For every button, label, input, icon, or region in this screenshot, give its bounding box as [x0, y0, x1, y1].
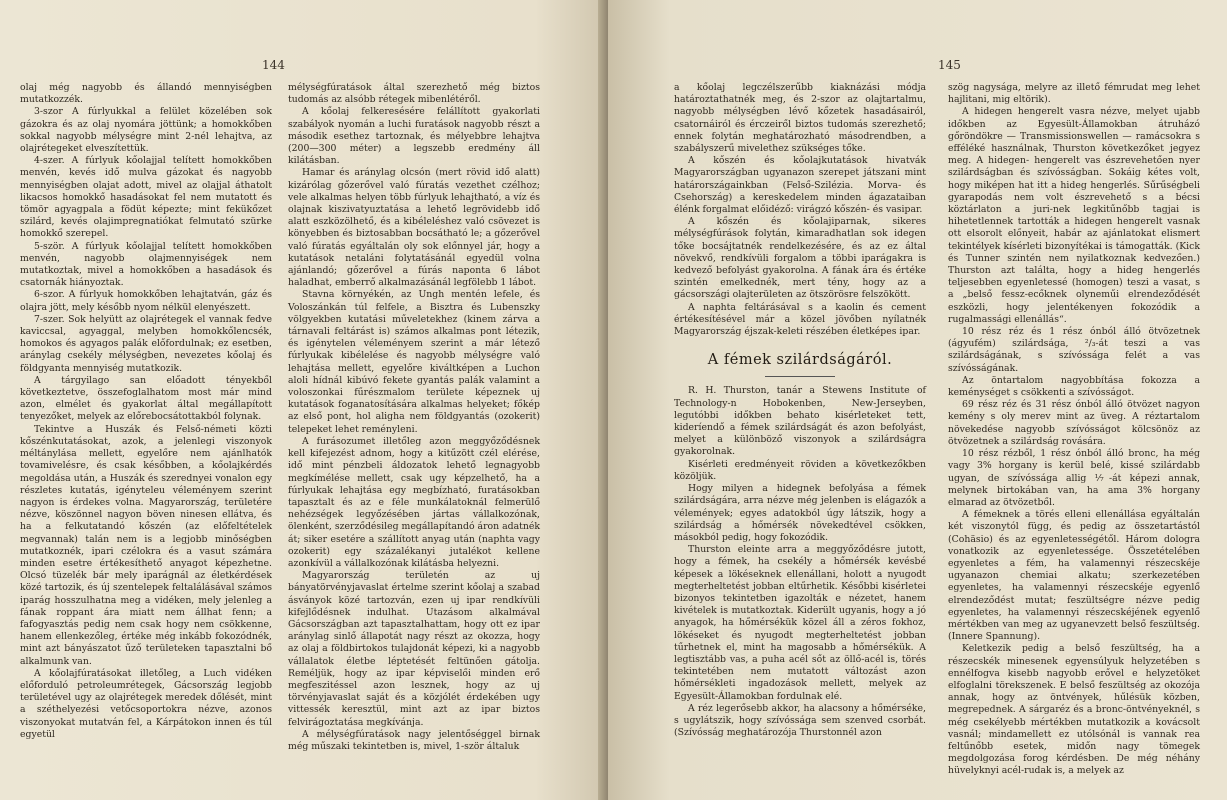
paragraph: A fémeknek a törés elleni ellenállása egyáltalán két viszonytól függ, és pedig az összetartástól (Cohäsio) és az egyenletességétől. Három dologra vonatkozik az egyenletessége. Összetételében egyenletes a fém, ha valamennyi részecskéje ugyanazon chemiai alkatu; szerkezetében egyenletes, ha valamennyi részecskéje egyenlő elrendeződést mutat; feszültségre nézve pedig egyenletes, ha valamennyi részecskéjének egyenlő mértékben van meg az ugyanevzett belső feszültség. (Innere Spannung).	[948, 509, 1200, 643]
paragraph: szög nagysága, melyre az illető fémrudat meg lehet hajlitani, mig eltörik).	[948, 82, 1200, 106]
left-column-2	[288, 82, 540, 753]
page-number: 144	[262, 58, 285, 72]
paragraph: 69 rész réz és 31 rész ónból álló ötvözet nagyon kemény s oly merev mint az üveg. A réztartalom növekedése nagyobb szívósságot kölcsönöz az ötvözetnek a szilárdság rovására.	[948, 399, 1200, 447]
paragraph: Tekintve a Huszák és Felső-németi közti kőszénkutatásokat, azok, a jelenlegi viszonyok méltánylása mellett, egyelőre nem ajánlhatók tovamivelésre, és csak későbben, a kőolajkérdés megoldása után, a Huszák és szerednyei vonalon egy részletes kutatás, igényteleu véleményem szerint nagyon is érdekes volna. Magyarország, területére nézve, köszönnel nagyon böven ninesen ellátva, és ha a felkutatandó kőszén (az előfeltételek megvannak) talán nem is a legjobb minőségben mutatkoznék, ipari czélokra és a vasut számára minden esetre értékesíthető anyagot képezhetne. Olcsó tüzelék bár mely iparágnál az életkérdések közé tartozik, és új szentelepek feltalálásával számos iparág hosszulhatna meg a vidéken, mely jelenleg a fának roppant ára miatt nem állhat fenn; a fafogyasztás pedig nem csak hogy nem csökkenne, hanem ellenkezőleg, értéke még inkább fokozódnék, mint azt bányászatot űző területeken tapasztalni bő alkalmunk van.	[20, 423, 272, 667]
paragraph: A kőszén és kőolajkutatások hivatvák Magyarországban ugyanazon szerepet játszani mint határországainkban (Felső-Szilézia. Morva- és Csehország) a kereskedelem minden ágazataiban élénk forgalmat előidéző: virágzó kőszén- és vasipar.	[674, 155, 926, 216]
right-column-2	[948, 82, 1200, 778]
paragraph: 4-szer. A fúrlyuk kőolajjal telített homokkőben menvén, kevés idő mulva gázokat és nagyobb mennyiségben olajat adott, mivel az olajjal áthatolt likacsos homokkő hasadásokat fel nem mutatott és tömör agyagpala a födüt képezte; mint fekükőzet szilárd, kevés olajimpregnatiókat felmutató szürke homokkő szerepel.	[20, 155, 272, 240]
right-page	[608, 0, 1227, 800]
right-column-1	[674, 82, 926, 739]
left-column-1	[20, 82, 272, 741]
paragraph: A réz legerősebb akkor, ha alacsony a hőmérséke, s ugylátszik, hogy szívóssága sem szenved csorbát. (Szívósság meghatározója Thurstonnél azon	[674, 702, 926, 739]
paragraph: 10 rész réz és 1 rész ónból álló ötvözetnek (ágyufém) szilárdsága, ²/₃-át teszi a vas szilárdságának, s szívóssága felét a vas szívósságának.	[948, 326, 1200, 374]
paragraph: Hamar és aránylag olcsón (mert rövid idő alatt) kizárólag gőzerővel való fúratás vezethet czélhoz; vele alkalmas helyen több fúrlyuk lehajtható, a víz és olajnak kiszivatyuztatása a lehető legrövidebb idő alatt eszközölhető, és a kibéleléshez való csövezet is könyebben és biztosabban bocsátható le; a gőzerővel való fúratás egyáltalán oly sok előnnyel jár, hogy a kutatások netaláni folytatásánál egyedül volna ajánlandó; gőzerővel a fúrás naponta 6 lábot haladhat, emberrő alkalmazásánál legfölebb 1 lábot.	[288, 167, 540, 289]
paragraph: Keletkezik pedig a belső feszültség, ha a részecskék minesenek egyensúlyuk helyzetében s ennélfogva kisebb nagyobb erővel e helyzetöket elfoglalni törekszenek. E belső feszültség az okozója annak, hogy az öntvények, hűlésük közben, megrepednek. A sárgaréz és a bronc-öntvényeknél, s még csekélyebb mértékben mutatkozik a kovácsolt vasnál; mindamellett ez utólsónál is vannak rea feltűnőbb esetek, midőn nagy tömegek megdolgozása forog kérdésben. De még néhány hüvelyknyi acél-rudak is, a melyek az	[948, 643, 1200, 777]
paragraph: R. H. Thurston, tanár a Stewens Institute of Technology-n Hobokenben, New-Jerseyben, legutóbbi időkben behato kisérleteket tett, kideríendő a fémek szilárdságát és azon befolyást, melyet a különböző viszonyok a szilárdságra gyakorolnak.	[674, 385, 926, 458]
paragraph: Az öntartalom nagyobbítása fokozza a keménységet s csökkenti a szívósságot.	[948, 374, 1200, 399]
paragraph: 10 rész rézből, 1 rész ónból álló bronc, ha még vagy 3% horgany is kerül belé, kissé szilárdabb ugyan, de szívóssága allig ⅐-át képezi annak, melynek birtokában van, ha ama 3% horgany elmarad az ötvözetből.	[948, 448, 1200, 508]
paragraph: Thurston eleinte arra a meggyőződésre jutott, hogy a fémek, ha csekély a hőmérsék kevésbé képesek a lökéseknek ellenállani, holott a nyugodt megterheltetést jobban eltűrhetik. Későbbi kisérletei bizonyos tekintetben igazolták e nézetet, hanem kivételek is mutatkoztak. Kiderült ugyanis, hogy a jó anyagok, ha hőmérsékük közel áll a zéros fokhoz, lökéseket és nyugodt megterheltetést jobban tűrhetnek el, mint ha magosabb a hőmérsékük. A legtisztább vas, a puha acél sőt az öllő-acél is, törés tekintetében nem mutatott változást azon hőmérsékleti ingadozások mellett, melyek az Egyesült-Államokban fordulnak elé.	[674, 544, 926, 702]
heading-rule	[765, 376, 835, 377]
paragraph: A naphta feltárásával s a kaolin és cement értékesítésével már a közel jövőben nyílatnék Magyarország éjszak-keleti részében életképes ipar.	[674, 301, 926, 338]
paragraph: A kőolaj felkeresésére felállított gyakorlati szabályok nyomán a luchi furatások nagyobb részt a második esethez tartoznak, és mélyebbre lehajtva (200—300 méter) a legszebb eredmény áll kilátásban.	[288, 106, 540, 167]
page-number: 145	[938, 58, 961, 72]
paragraph: Stavna környékén, az Ungh mentén lefele, és Voloszánkán túl felfele, a Bisztra és Lubenszky völgyekben kutatási műveletekhez (kinem zárva a tárnavali feltárást is) számos alkalmas pont létezik, és igénytelen véleményem szerint a már létező fúrlyukak kibélelése és nagyobb mélységre való lehajtása mellett, egyelőre kiváltképen a Luchon aloli hídnál kibúvó fekete gyantás palák valamint a voloszonkai fűrészmalom területe képeznek uj kutatások foganatosítására alkalmas helyeket; főkép az első pont, hol aligha nem földgyantás (ozokerit) telepeket lehet reményleni.	[288, 289, 540, 435]
paragraph: a kőolaj legczélszerűbb kiaknázási módja határoztathatnék meg, és 2-szor az olajtartalmu, nagyobb mélységben lévő kőzetek hasadásairól, csatornáiról és érczeiről biztos tudomás szerezhető; ennek folytán meghatározható másodrendben, a szabályszerű mivelethez szükséges tőke.	[674, 82, 926, 155]
left-page	[0, 0, 608, 800]
paragraph: olaj még nagyobb és állandó mennyiségben mutatkozzék.	[20, 82, 272, 106]
paragraph: Kisérleti eredményeit röviden a következőkben közöljük.	[674, 458, 926, 482]
paragraph: A tárgyilago san előadott tényekből következtetve, összefoglalhatom most már mind azon, elmélet és gyakorlat által megállapított tenyezőket, melyek az előrebocsátottakból folynak.	[20, 374, 272, 423]
paragraph: 6-szor. A fúrlyuk homokkőben lehajtatván, gáz és olajra jött, mely később nyom nélkül elenyészett.	[20, 289, 272, 313]
paragraph: Hogy milyen a hidegnek befolyása a fémek szilárdságára, arra nézve még jelenben is elágazók a vélemények; egyes adatokból úgy látszik, hogy a szilárdság a hőmérsék növekedtével csökken, másokból pedig, hogy fokozódik.	[674, 483, 926, 543]
paragraph: 3-szor A fúrlyukkal a felület közelében sok gázokra és az olaj nyomára jöttünk; a homokkőben sokkal nagyobb mélységre mint 2-nél lehajtva, az olajrétegeket elveszítettük.	[20, 106, 272, 155]
paragraph: A kőszén és kőolajiparnak, sikeres mélységfúrások folytán, kimaradhatlan sok idegen tőke bocsájtatnék rendelkezésére, és az ez által növekvő, rendkívüli forgalom a többi iparágakra is kedvező befolyást gyakorolna. A fának ára és értéke szintén emelkednék, mert tény, hogy az a gácsországi olajterületen az ötszörösre felszökött.	[674, 216, 926, 301]
paragraph: A kőolajfúratásokat illetőleg, a Luch vidéken előforduló petroleumrétegek, Gácsország legjobb területével ugy az olajrétegek meredek dőlését, mint a széthelyezési vetőcsoportokra nézve, azonos viszonyokat mutatván fel, a Kárpátokon innen és túl egyetül	[20, 667, 272, 740]
article-heading: A fémek szilárdságáról.	[707, 352, 893, 369]
paragraph: mélységfúratások által szerezhető még biztos tudomás az alsóbb rétegek mibenlétéről.	[288, 82, 540, 106]
paragraph: 5-ször. A fúrlyuk kőolajjal telített homokkőben menvén, nagyobb olajmennyiségek nem mutatkoztak, mivel a homokkőben a hasadások és csatornák hiányoztak.	[20, 240, 272, 289]
paragraph: A mélységfúratások nagy jelentőséggel birnak még műszaki tekintetben is, mivel, 1-ször általuk	[288, 728, 540, 752]
paragraph: A furásozumet illetőleg azon meggyőződésnek kell kifejezést adnom, hogy a kitűzött czél elérése, idő mint pénzbeli áldozatok lehető legnagyobb megkímélése mellett, csak ugy képzelhető, ha a fúrlyukak lehajtása egy megbízható, furatásokban tapasztalt és az e féle munkálatoknál felmerülő nehézségek legyőzésében jártas vállalkozónak, ölenként, szerződésileg megállapítandó áron adatnék át; siker esetére a szállított anyag után (naphta vagy ozokerit) egy százalékanyi jutalékot kellene azonkívül a vállalkozónak kilátásba helyezni.	[288, 435, 540, 569]
paragraph: 7-szer. Sok helyütt az olajrétegek el vannak fedve kaviccsal, agyaggal, melyben homokkőlencsék, homokos és agyagos palák előfordulnak; ez esetben, aránylag csekély mélységben, nevezetes kőolaj és földgyanta mennyiség mutatkozik.	[20, 313, 272, 374]
paragraph: Magyarország területén az uj bányatörvényjavaslat értelme szerint kőolaj a szabad ásványok közé tartozván, ezen uj ipar rendkívüli kifejlődésnek indulhat. Utazásom alkalmával Gácsországban azt tapasztalhattam, hogy ott ez ipar aránylag sinlő állapotát nagy részt az okozza, hogy az olaj a földbirtokos tulajdonát képezi, ki a nagyobb vállalatok életbe léptetését feltünően gátolja. Reméljük, hogy az ipar képviselői minden erő megfeszitéssel azon lesznek, hogy az uj törvényjavaslat saját és a közjólét érdekében ugy vittessék keresztül, mint azt az ipar biztos felvirágoztatása megkívánja.	[288, 570, 540, 728]
paragraph: A hidegen hengerelt vasra nézve, melyet ujabb időkben az Egyesült-Államokban átruházó gőröndökre — Transmissionswellen — ramácsokra s efféléké használnak, Thurston következőket jegyez meg. A hidegen- hengerelt vas észrevehetően nyer szilárdságban és szívósságban. Sokáig kétes volt, hogy miképen hat itt a hideg hengerlés. Sűrűségbeli gyarapodás nem volt észrevehető s a bécsi köztárlaton a juri-nek legkitűnőbb tagjai is hihetetlennek tartották a hidegen hengerelt vasnak ott elsorolt előnyeit, habár az ajánlatokat elismert tekintélyek kísérleti bizonyítékai is támogatták. (Kick és Tunner szintén nem nyilatkoznak kedvezően.) Thurston azt találta, hogy a hideg hengerlés teljesebben egyenletessé (homogen) teszi a vasat, s a „belső fessz-ecőknek olyneműi elrendeződését eszközli, hogy jelentékenyen fokozódik a rugalmassági ellenállás“.	[948, 106, 1200, 325]
